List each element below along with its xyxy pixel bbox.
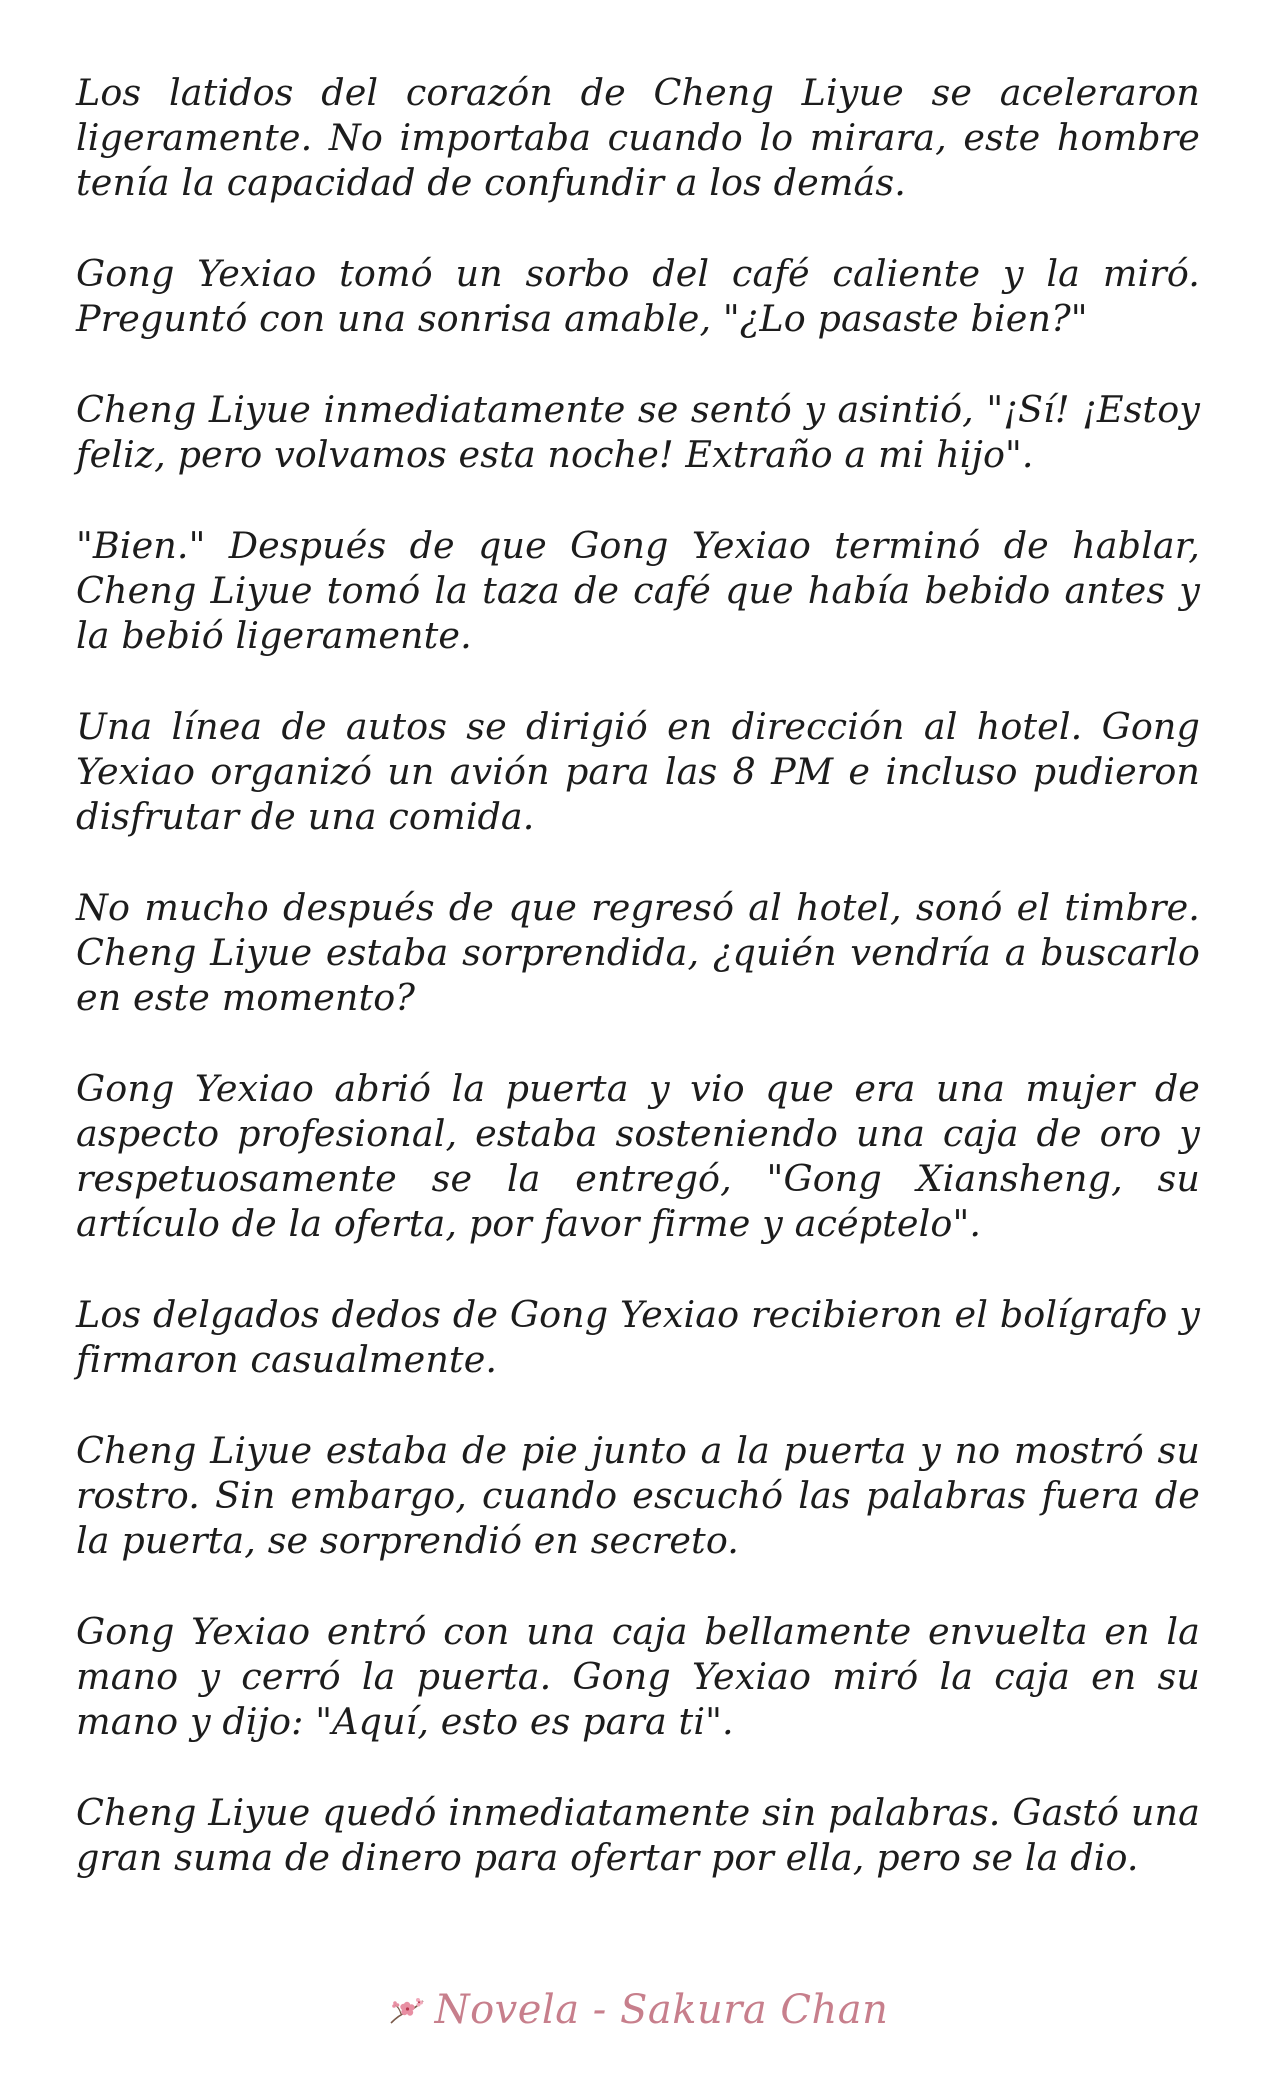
cherry-blossom-icon xyxy=(387,1993,427,2027)
paragraph-1: Los latidos del corazón de Cheng Liyue se aceleraron ligeramente. No importaba cuando lo mirara, este hombre tenía la capacidad de confundir a los demás. xyxy=(76,71,1200,204)
text-body xyxy=(76,70,1200,1926)
paragraph-7: Gong Yexiao abrió la puerta y vio que era una mujer de aspecto profesional, estaba sosteniendo una caja de oro y respetuosamente se la entregó, "Gong Xiansheng, su artículo de la oferta, por favor firme y acéptelo". xyxy=(76,1067,1200,1245)
watermark xyxy=(0,1985,1275,2035)
paragraph-9: Cheng Liyue estaba de pie junto a la puerta y no mostró su rostro. Sin embargo, cuando escuchó las palabras fuera de la puerta, se sorprendió en secreto. xyxy=(76,1429,1200,1562)
paragraph-10: Gong Yexiao entró con una caja bellamente envuelta en la mano y cerró la puerta. Gong Yexiao miró la caja en su mano y dijo: "Aquí, esto es para ti". xyxy=(76,1610,1200,1743)
paragraph-6: No mucho después de que regresó al hotel, sonó el timbre. Cheng Liyue estaba sorprendida, ¿quién vendría a buscarlo en este momento? xyxy=(76,886,1200,1019)
paragraph-4: "Bien." Después de que Gong Yexiao terminó de hablar, Cheng Liyue tomó la taza de café que había bebido antes y la bebió ligeramente. xyxy=(76,524,1200,657)
paragraph-8: Los delgados dedos de Gong Yexiao recibieron el bolígrafo y firmaron casualmente. xyxy=(76,1293,1200,1381)
paragraph-11: Cheng Liyue quedó inmediatamente sin palabras. Gastó una gran suma de dinero para ofertar por ella, pero se la dio. xyxy=(76,1791,1200,1879)
paragraph-3: Cheng Liyue inmediatamente se sentó y asintió, "¡Sí! ¡Estoy feliz, pero volvamos esta noche! Extraño a mi hijo". xyxy=(76,388,1200,476)
paragraph-5: Una línea de autos se dirigió en dirección al hotel. Gong Yexiao organizó un avión para las 8 PM e incluso pudieron disfrutar de una comida. xyxy=(76,705,1200,838)
paragraph-2: Gong Yexiao tomó un sorbo del café caliente y la miró. Preguntó con una sonrisa amable, "¿Lo pasaste bien?" xyxy=(76,252,1200,340)
watermark-text: Novela - Sakura Chan xyxy=(434,1987,889,2033)
